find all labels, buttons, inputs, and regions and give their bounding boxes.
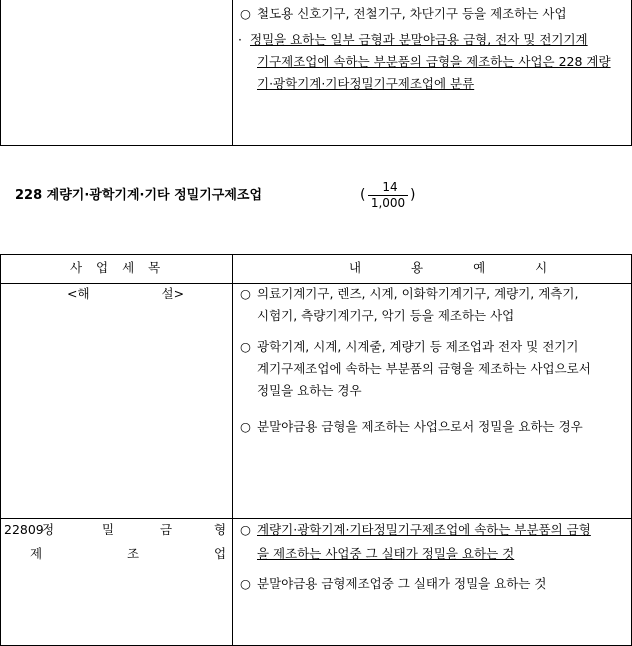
row-item-2-line-1: 분말야금용 금형제조업중 그 실태가 정밀을 요하는 것 (257, 576, 547, 591)
commentary-item-2-line-3: 정밀을 요하는 경우 (257, 383, 362, 398)
row-name-char: 조 (127, 546, 140, 561)
row-name-char: 제 (30, 546, 43, 561)
commentary-label: <해 설> (67, 286, 185, 301)
row-divider (1, 518, 631, 519)
column-divider (232, 0, 233, 145)
railway-signal-text: 철도용 신호기구, 전철기구, 차단기구 등을 제조하는 사업 (257, 6, 567, 21)
row-name-char: 업 (214, 546, 227, 561)
precision-mold-note-line-3: 기·광학기계·기타정밀기구제조업에 분류 (257, 76, 475, 91)
row-item-1-line-2: 을 제조하는 사업중 그 실태가 정밀을 요하는 것 (257, 546, 515, 561)
commentary-item-1-line-1: 의료기계기구, 렌즈, 시계, 이화학기계기구, 계량기, 계측기, (257, 286, 579, 301)
bullet-marker: ○ (240, 286, 251, 301)
precision-mold-note-line-1: 정밀을 요하는 일부 금형과 분말야금용 금형, 전자 및 전기기계 (250, 32, 588, 47)
bullet-marker: ○ (240, 576, 251, 591)
commentary-item-3-line-1: 분말야금용 금형을 제조하는 사업으로서 정밀을 요하는 경우 (257, 419, 583, 434)
row-name-char: 정 (42, 522, 55, 537)
header-divider (1, 283, 631, 284)
row-code: 22809 (4, 522, 44, 537)
row-name-char: 금 (160, 522, 173, 537)
rate-denominator: 1,000 (370, 196, 406, 210)
bullet-marker: ○ (240, 339, 251, 354)
row-item-1-line-1: 계량기·광학기계·기타정밀기구제조업에 속하는 부분품의 금형 (257, 522, 591, 537)
bullet-marker: ○ (240, 522, 251, 537)
column-divider (232, 255, 233, 645)
section-heading (15, 184, 262, 203)
commentary-item-2-line-2: 계기구제조업에 속하는 부분품의 금형을 제조하는 사업으로서 (257, 361, 591, 376)
header-content-examples: 내 용 예 시 (349, 260, 548, 275)
section-title: 계량기·광학기계·기타 정밀기구제조업 (46, 188, 263, 203)
commentary-item-1-line-2: 시험기, 측량기계기구, 악기 등을 제조하는 사업 (257, 308, 515, 323)
commentary-item-2-line-1: 광학기계, 시계, 시계줄, 계량기 등 제조업과 전자 및 전기기 (257, 339, 579, 354)
section-code: 228 (15, 188, 43, 203)
row-name-char: 밀 (102, 522, 115, 537)
dot-marker: · (238, 32, 242, 47)
rate-numerator: 14 (382, 180, 398, 194)
bullet-marker: ○ (240, 419, 251, 434)
row-name-char: 형 (214, 522, 227, 537)
precision-mold-note-line-2: 기구제조업에 속하는 부분품의 금형을 제조하는 사업은 228 계량 (257, 54, 611, 69)
bullet-marker: ○ (240, 6, 251, 21)
header-business-items: 사 업 세 목 (70, 260, 166, 275)
